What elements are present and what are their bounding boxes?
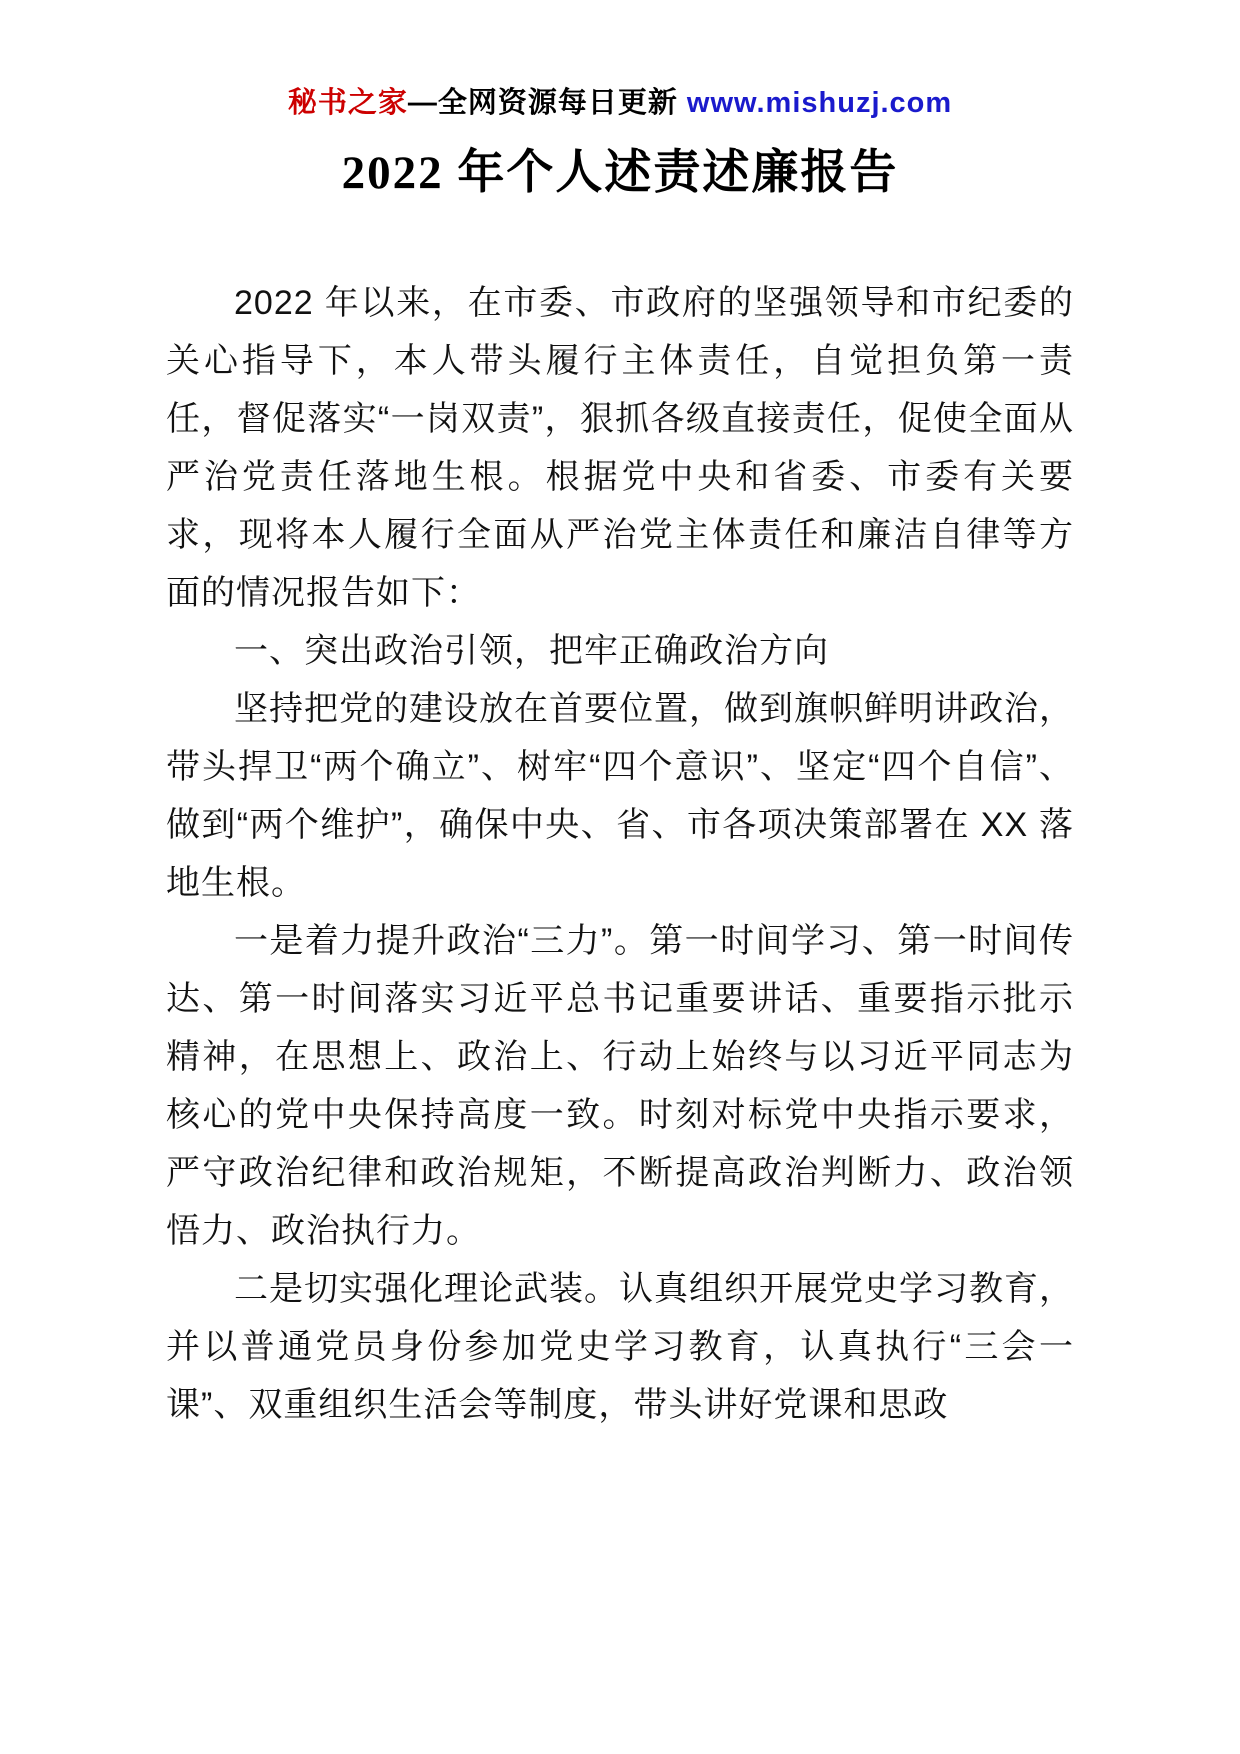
- paragraph-point-1: 一是着力提升政治“三力”。第一时间学习、第一时间传达、第一时间落实习近平总书记重要讲话、重要指示批示精神，在思想上、政治上、行动上始终与以习近平同志为核心的党中央保持高度一致。时刻对标党中央指示要求，严守政治纪律和政治规矩，不断提高政治判断力、政治领悟力、政治执行力。: [166, 922, 1074, 1250]
- paragraph-section1-intro: 坚持把党的建设放在首要位置，做到旗帜鲜明讲政治，带头捍卫“两个确立”、树牢“四个意识”、坚定“四个自信”、做到“两个维护”，确保中央、省、市各项决策部署在 XX 落地生根。: [166, 690, 1074, 902]
- section-heading-1: 一、突出政治引领，把牢正确政治方向: [234, 632, 829, 670]
- site-url-link[interactable]: www.mishuzj.com: [686, 87, 953, 119]
- paragraph-point-2: 二是切实强化理论武装。认真组织开展党史学习教育，并以普通党员身份参加党史学习教育，认真执行“三会一课”、双重组织生活会等制度，带头讲好党课和思政: [166, 1270, 1074, 1424]
- document-body: [166, 274, 1074, 1434]
- document-title: 2022 年个人述责述廉报告: [341, 147, 899, 199]
- site-header: [166, 85, 1074, 121]
- paragraph-intro: 2022 年以来，在市委、市政府的坚强领导和市纪委的关心指导下，本人带头履行主体责任，自觉担负第一责任，督促落实“一岗双责”，狠抓各级直接责任，促使全面从严治党责任落地生根。根据党中央和省委、市委有关要求，现将本人履行全面从严治党主体责任和廉洁自律等方面的情况报告如下：: [166, 284, 1074, 612]
- site-tagline: —全网资源每日更新: [407, 87, 687, 119]
- site-brand: 秘书之家: [287, 87, 408, 119]
